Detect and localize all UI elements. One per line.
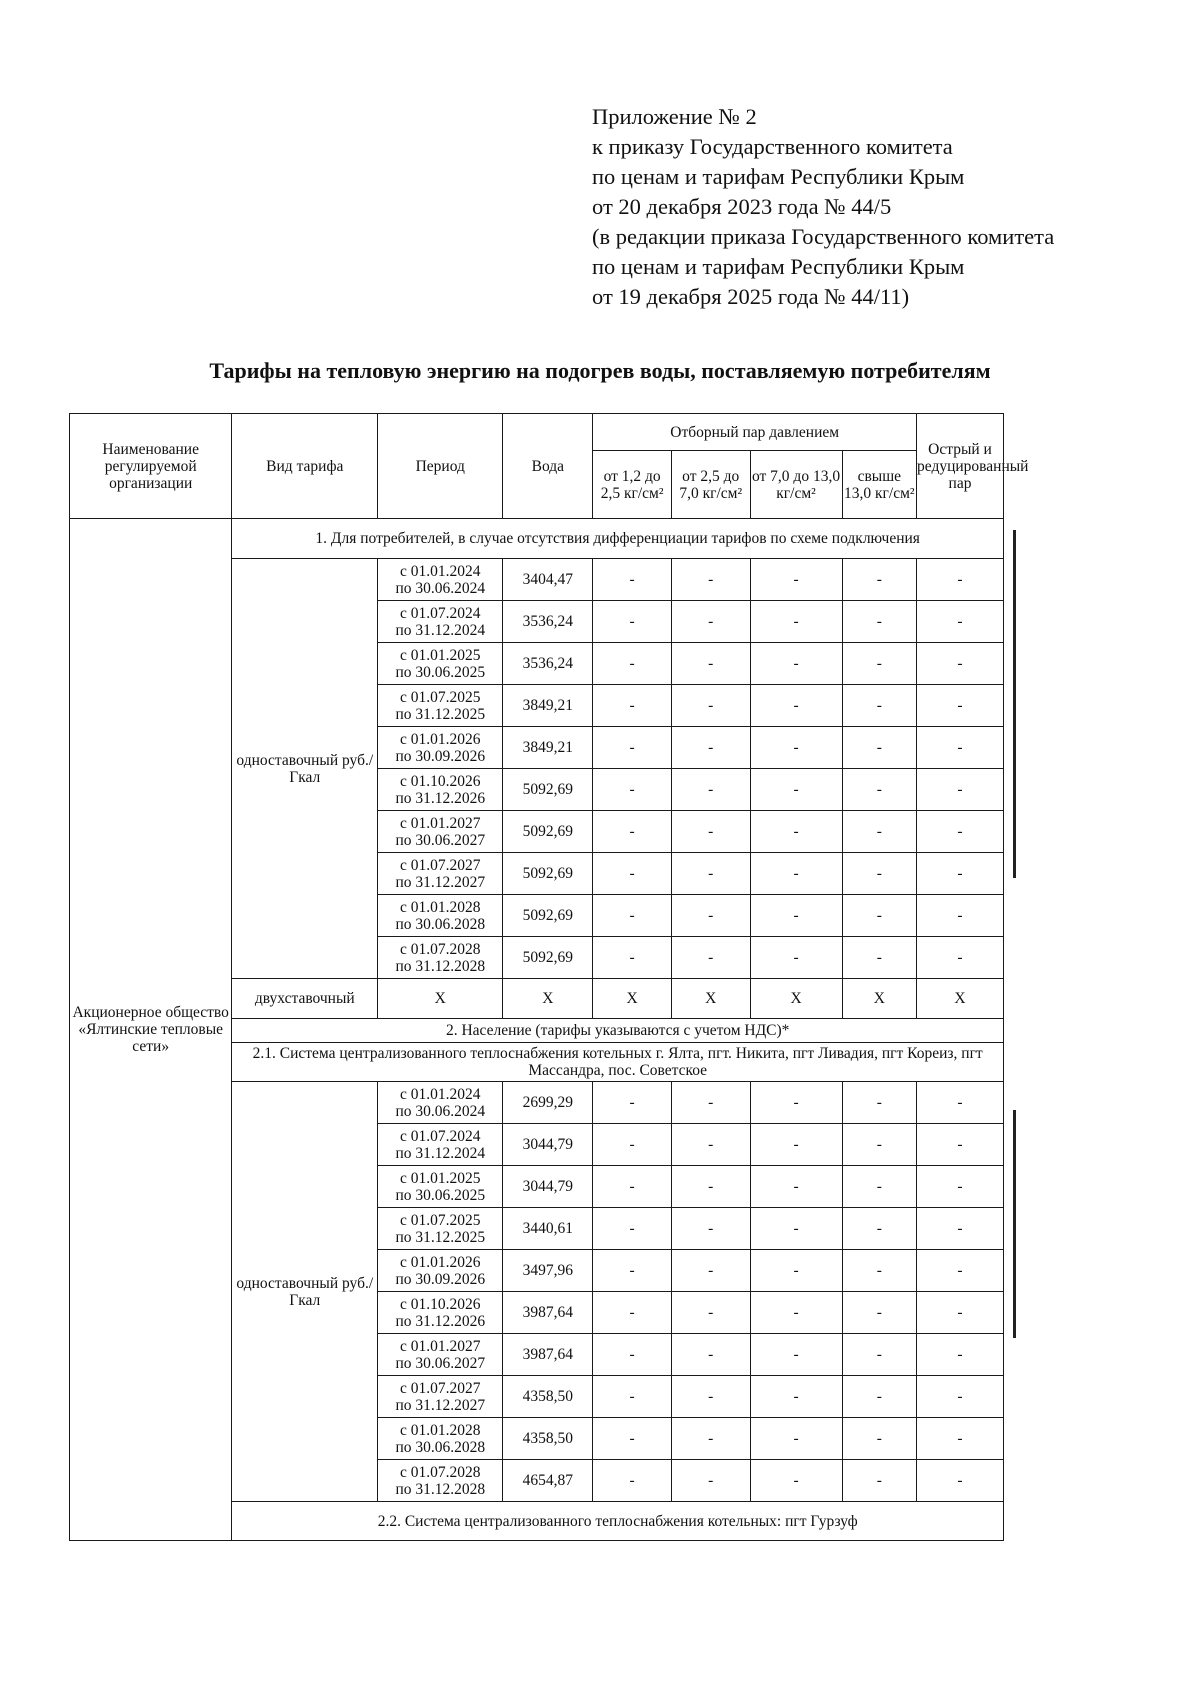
steam-tariff-cell: - [750, 811, 842, 853]
steam-tariff-cell: - [593, 727, 672, 769]
steam-tariff-cell: - [671, 1208, 750, 1250]
period-to: по 31.12.2025 [395, 705, 486, 723]
steam-tariff-cell: - [671, 1334, 750, 1376]
period-from: с 01.01.2024 [400, 1085, 481, 1103]
steam-tariff-cell: - [917, 1418, 1004, 1460]
steam-tariff-cell: - [917, 1250, 1004, 1292]
scan-artifact-line [1013, 1110, 1016, 1338]
period-cell [378, 559, 503, 601]
steam-tariff-cell: - [671, 685, 750, 727]
header-line: по ценам и тарифам Республики Крым [592, 254, 965, 279]
header-line: от 19 декабря 2025 года № 44/11) [592, 284, 910, 309]
period-from: с 01.07.2028 [400, 940, 481, 958]
col-header-tariff-type: Вид тарифа [232, 414, 378, 519]
period-cell [378, 895, 503, 937]
period-from: с 01.01.2025 [400, 1169, 481, 1187]
steam-tariff-cell: - [593, 1376, 672, 1418]
period-to: по 30.06.2024 [395, 1102, 486, 1120]
steam-tariff-cell: - [917, 1334, 1004, 1376]
steam-tariff-cell: - [593, 1460, 672, 1502]
period-to: по 31.12.2026 [395, 789, 486, 807]
steam-tariff-cell: - [917, 1460, 1004, 1502]
steam-tariff-cell: - [593, 685, 672, 727]
period-from: с 01.07.2027 [400, 1379, 481, 1397]
period-to: по 30.09.2026 [395, 747, 486, 765]
steam-tariff-cell: - [917, 727, 1004, 769]
period-cell [378, 1292, 503, 1334]
period-from: с 01.01.2027 [400, 1337, 481, 1355]
organization-name: Акционерное общество «Ялтинские тепловые сети» [70, 519, 232, 1541]
steam-tariff-cell: - [917, 1124, 1004, 1166]
period-cell [378, 811, 503, 853]
section-1-title: 1. Для потребителей, в случае отсутствия дифференциации тарифов по схеме подключения [232, 519, 1004, 559]
steam-tariff-cell: - [593, 1292, 672, 1334]
period-cell [378, 1460, 503, 1502]
steam-tariff-cell: - [593, 601, 672, 643]
steam-tariff-cell: - [917, 895, 1004, 937]
steam-tariff-cell: - [917, 601, 1004, 643]
period-to: по 30.06.2027 [395, 831, 486, 849]
period-to: по 31.12.2027 [395, 1396, 486, 1414]
header-line: Приложение № 2 [592, 104, 757, 129]
subsection-2-2-title: 2.2. Система централизованного теплоснабжения котельных: пгт Гурзуф [232, 1502, 1004, 1541]
period-to: по 30.06.2024 [395, 579, 486, 597]
period-from: с 01.01.2028 [400, 1421, 481, 1439]
water-tariff-cell: 3536,24 [503, 601, 593, 643]
period-cell [378, 1082, 503, 1124]
period-cell [378, 1250, 503, 1292]
tariff-type-cell: двухставочный [232, 979, 378, 1019]
steam-tariff-cell: - [917, 643, 1004, 685]
steam-tariff-cell: - [842, 685, 916, 727]
steam-tariff-cell: - [750, 1166, 842, 1208]
steam-tariff-cell: - [842, 769, 916, 811]
col-header-org: Наименование регулируемой организации [70, 414, 232, 519]
steam-tariff-cell: - [671, 1376, 750, 1418]
period-cell [378, 1124, 503, 1166]
tariff-type-cell: одноставочный руб./Гкал [232, 559, 378, 979]
water-tariff-cell: 5092,69 [503, 853, 593, 895]
steam-tariff-cell: - [750, 1334, 842, 1376]
steam-tariff-cell: - [842, 1250, 916, 1292]
col-header-water: Вода [503, 414, 593, 519]
period-to: по 30.09.2026 [395, 1270, 486, 1288]
steam-tariff-cell: - [671, 937, 750, 979]
period-from: с 01.07.2024 [400, 1127, 481, 1145]
period-from: с 01.07.2028 [400, 1463, 481, 1481]
period-from: с 01.07.2025 [400, 1211, 481, 1229]
steam-tariff-cell: - [671, 853, 750, 895]
period-from: с 01.01.2024 [400, 562, 481, 580]
steam-tariff-cell: - [671, 643, 750, 685]
col-header-steam-4: свыше 13,0 кг/см² [842, 451, 916, 519]
steam-tariff-cell: - [750, 727, 842, 769]
steam-tariff-cell: - [917, 1376, 1004, 1418]
steam-tariff-cell: - [750, 853, 842, 895]
steam-tariff-cell: - [842, 1292, 916, 1334]
period-to: по 30.06.2028 [395, 1438, 486, 1456]
water-tariff-cell: 3536,24 [503, 643, 593, 685]
period-from: с 01.07.2024 [400, 604, 481, 622]
col-header-steam-3: от 7,0 до 13,0 кг/см² [750, 451, 842, 519]
appendix-header [592, 102, 1054, 312]
steam-tariff-cell: - [842, 1166, 916, 1208]
period-from: с 01.01.2025 [400, 646, 481, 664]
col-header-steam-2: от 2,5 до 7,0 кг/см² [671, 451, 750, 519]
period-from: с 01.07.2027 [400, 856, 481, 874]
table-body [70, 519, 1004, 1541]
period-cell [378, 853, 503, 895]
water-tariff-cell: 4654,87 [503, 1460, 593, 1502]
steam-tariff-cell: - [750, 1250, 842, 1292]
steam-tariff-cell: - [671, 1124, 750, 1166]
steam-tariff-cell: - [593, 1124, 672, 1166]
not-applicable-cell: Х [750, 979, 842, 1019]
steam-tariff-cell: - [842, 1418, 916, 1460]
table-header [70, 414, 1029, 519]
steam-tariff-cell: - [750, 1292, 842, 1334]
water-tariff-cell: 3849,21 [503, 727, 593, 769]
steam-tariff-cell: - [593, 937, 672, 979]
period-cell [378, 1208, 503, 1250]
tariff-type-cell: одноставочный руб./Гкал [232, 1082, 378, 1502]
steam-tariff-cell: - [671, 1166, 750, 1208]
period-from: с 01.01.2026 [400, 1253, 481, 1271]
period-cell [378, 1334, 503, 1376]
steam-tariff-cell: - [842, 811, 916, 853]
steam-tariff-cell: - [917, 685, 1004, 727]
period-to: по 31.12.2025 [395, 1228, 486, 1246]
steam-tariff-cell: - [842, 727, 916, 769]
header-line: к приказу Государственного комитета [592, 134, 953, 159]
steam-tariff-cell: - [671, 727, 750, 769]
not-applicable-cell: Х [503, 979, 593, 1019]
steam-tariff-cell: - [842, 1082, 916, 1124]
col-header-steam-1: от 1,2 до 2,5 кг/см² [593, 451, 672, 519]
steam-tariff-cell: - [917, 853, 1004, 895]
steam-tariff-cell: - [750, 769, 842, 811]
header-line: по ценам и тарифам Республики Крым [592, 164, 965, 189]
steam-tariff-cell: - [671, 1250, 750, 1292]
section-2-title: 2. Население (тарифы указываются с учетом НДС)* [232, 1019, 1004, 1043]
steam-tariff-cell: - [671, 559, 750, 601]
steam-tariff-cell: - [842, 601, 916, 643]
col-header-steam-group: Отборный пар давлением [593, 414, 917, 451]
steam-tariff-cell: - [917, 1082, 1004, 1124]
period-to: по 31.12.2026 [395, 1312, 486, 1330]
steam-tariff-cell: - [750, 1460, 842, 1502]
steam-tariff-cell: - [750, 559, 842, 601]
water-tariff-cell: 5092,69 [503, 811, 593, 853]
steam-tariff-cell: - [842, 895, 916, 937]
steam-tariff-cell: - [842, 937, 916, 979]
steam-tariff-cell: - [593, 1334, 672, 1376]
steam-tariff-cell: - [593, 1166, 672, 1208]
steam-tariff-cell: - [917, 769, 1004, 811]
steam-tariff-cell: - [593, 1208, 672, 1250]
period-to: по 31.12.2027 [395, 873, 486, 891]
period-to: по 30.06.2025 [395, 1186, 486, 1204]
steam-tariff-cell: - [750, 1376, 842, 1418]
steam-tariff-cell: - [917, 1208, 1004, 1250]
water-tariff-cell: 2699,29 [503, 1082, 593, 1124]
steam-tariff-cell: - [750, 1208, 842, 1250]
period-to: по 30.06.2028 [395, 915, 486, 933]
water-tariff-cell: 3987,64 [503, 1292, 593, 1334]
steam-tariff-cell: - [750, 685, 842, 727]
col-header-sharp-steam: Острый и редуцированный пар [917, 414, 1004, 519]
period-to: по 31.12.2028 [395, 957, 486, 975]
not-applicable-cell: Х [671, 979, 750, 1019]
steam-tariff-cell: - [671, 811, 750, 853]
section-title-row [70, 519, 1004, 559]
water-tariff-cell: 3497,96 [503, 1250, 593, 1292]
steam-tariff-cell: - [671, 1292, 750, 1334]
steam-tariff-cell: - [842, 1208, 916, 1250]
steam-tariff-cell: - [842, 1124, 916, 1166]
tariff-table [69, 413, 1029, 1541]
water-tariff-cell: 3987,64 [503, 1334, 593, 1376]
period-cell [378, 727, 503, 769]
water-tariff-cell: 4358,50 [503, 1376, 593, 1418]
water-tariff-cell: 3404,47 [503, 559, 593, 601]
water-tariff-cell: 5092,69 [503, 937, 593, 979]
header-row [70, 414, 1004, 451]
steam-tariff-cell: - [671, 1418, 750, 1460]
steam-tariff-cell: - [593, 643, 672, 685]
steam-tariff-cell: - [917, 1166, 1004, 1208]
period-from: с 01.10.2026 [400, 1295, 481, 1313]
steam-tariff-cell: - [671, 769, 750, 811]
steam-tariff-cell: - [750, 643, 842, 685]
not-applicable-cell: Х [593, 979, 672, 1019]
period-to: по 30.06.2027 [395, 1354, 486, 1372]
period-cell [378, 1166, 503, 1208]
steam-tariff-cell: - [671, 1082, 750, 1124]
not-applicable-cell: Х [378, 979, 503, 1019]
steam-tariff-cell: - [750, 601, 842, 643]
steam-tariff-cell: - [750, 937, 842, 979]
steam-tariff-cell: - [842, 643, 916, 685]
steam-tariff-cell: - [593, 1250, 672, 1292]
steam-tariff-cell: - [917, 937, 1004, 979]
period-to: по 30.06.2025 [395, 663, 486, 681]
water-tariff-cell: 3849,21 [503, 685, 593, 727]
steam-tariff-cell: - [671, 895, 750, 937]
period-cell [378, 643, 503, 685]
period-cell [378, 769, 503, 811]
period-cell [378, 1376, 503, 1418]
period-to: по 31.12.2024 [395, 1144, 486, 1162]
scan-artifact-line [1013, 530, 1016, 878]
steam-tariff-cell: - [593, 559, 672, 601]
steam-tariff-cell: - [593, 811, 672, 853]
steam-tariff-cell: - [671, 1460, 750, 1502]
steam-tariff-cell: - [917, 1292, 1004, 1334]
document-title: Тарифы на тепловую энергию на подогрев воды, поставляемую потребителям [209, 358, 991, 383]
header-line: (в редакции приказа Государственного комитета [592, 224, 1055, 249]
period-to: по 31.12.2028 [395, 1480, 486, 1498]
period-cell [378, 1418, 503, 1460]
not-applicable-cell: Х [917, 979, 1004, 1019]
steam-tariff-cell: - [750, 1418, 842, 1460]
steam-tariff-cell: - [593, 853, 672, 895]
period-from: с 01.01.2027 [400, 814, 481, 832]
water-tariff-cell: 4358,50 [503, 1418, 593, 1460]
steam-tariff-cell: - [593, 1418, 672, 1460]
period-from: с 01.07.2025 [400, 688, 481, 706]
steam-tariff-cell: - [593, 769, 672, 811]
steam-tariff-cell: - [750, 895, 842, 937]
subsection-2-1-title: 2.1. Система централизованного теплоснабжения котельных г. Ялта, пгт. Никита, пгт Ливадия, пгт Кореиз, пгт Массандра, пос. Советское [232, 1043, 1004, 1082]
period-from: с 01.01.2028 [400, 898, 481, 916]
period-cell [378, 937, 503, 979]
water-tariff-cell: 3044,79 [503, 1124, 593, 1166]
steam-tariff-cell: - [842, 559, 916, 601]
steam-tariff-cell: - [842, 853, 916, 895]
water-tariff-cell: 5092,69 [503, 769, 593, 811]
steam-tariff-cell: - [593, 895, 672, 937]
water-tariff-cell: 5092,69 [503, 895, 593, 937]
period-cell [378, 685, 503, 727]
period-cell [378, 601, 503, 643]
steam-tariff-cell: - [842, 1460, 916, 1502]
water-tariff-cell: 3440,61 [503, 1208, 593, 1250]
water-tariff-cell: 3044,79 [503, 1166, 593, 1208]
not-applicable-cell: Х [842, 979, 916, 1019]
steam-tariff-cell: - [917, 811, 1004, 853]
header-line: от 20 декабря 2023 года № 44/5 [592, 194, 892, 219]
period-from: с 01.10.2026 [400, 772, 481, 790]
period-from: с 01.01.2026 [400, 730, 481, 748]
steam-tariff-cell: - [750, 1082, 842, 1124]
steam-tariff-cell: - [917, 559, 1004, 601]
period-to: по 31.12.2024 [395, 621, 486, 639]
steam-tariff-cell: - [671, 601, 750, 643]
col-header-period: Период [378, 414, 503, 519]
steam-tariff-cell: - [842, 1376, 916, 1418]
steam-tariff-cell: - [842, 1334, 916, 1376]
steam-tariff-cell: - [750, 1124, 842, 1166]
steam-tariff-cell: - [593, 1082, 672, 1124]
